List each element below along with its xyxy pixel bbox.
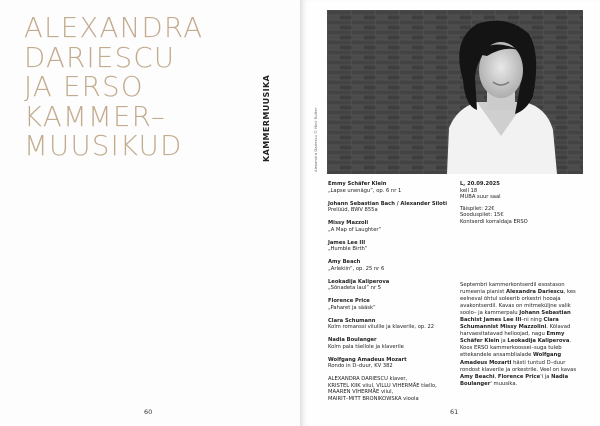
program-item: [328, 279, 453, 292]
work: Prelüüd, BWV 855a: [328, 207, 378, 213]
event-time: kell 18: [460, 187, 478, 194]
work: Rondo in D–duur, KV 382: [328, 363, 393, 369]
description-text: –ni ning: [521, 317, 544, 324]
performer-photo-image: [327, 10, 583, 174]
program-item: [328, 357, 453, 370]
composer: Missy Mazzoli: [328, 220, 369, 226]
event-info: [460, 181, 580, 226]
work: „Arlekiin“, op. 25 nr 6: [328, 265, 385, 272]
composer: Amy Beach: [328, 259, 361, 265]
program-item: [328, 318, 453, 331]
composer: Johann Sebastian Bach / Alexander Siloti: [328, 200, 447, 207]
program-item: [328, 337, 453, 350]
composer: Emmy Schäfer Klein: [328, 181, 387, 187]
description-text: hästi tuntud D–duur rondost klaverile ja orkestrile. Veel on kavas: [460, 359, 577, 373]
program-item: [328, 259, 453, 272]
section-label: KAMMERMUUSIKA: [262, 74, 271, 162]
work: „Humble Birth“: [328, 246, 368, 252]
description-text: ja: [499, 338, 508, 345]
description-emphasis: Nadia Boulanger: [460, 373, 569, 387]
performer-line: MAIRIT–MITT BRONIKOWSKA vioola: [328, 395, 419, 402]
event-venue: MUBA suur saal: [460, 194, 501, 201]
description-emphasis: Amy Beachi: [460, 373, 495, 380]
performer-line: ALEXANDRA DARIESCU klaver,: [328, 376, 408, 382]
program-item: [328, 240, 453, 253]
program-item: [328, 220, 453, 233]
performer-line: MAAREN VIHERMÄE viiul,: [328, 389, 394, 395]
description-text: 'i ja: [540, 373, 552, 380]
program-item: [328, 181, 453, 194]
performer-photo: [327, 10, 583, 174]
description-text: , kes eelneval õhtul soleerib orkestri hooaja avakontserdil. Kavas on mitmeküljne valik soolo– ja kammerpalu: [460, 289, 576, 317]
program-list: [328, 181, 453, 402]
composer: Wolfgang Amadeus Mozart: [328, 356, 407, 363]
description-emphasis: Leokadija Kaliperova: [507, 338, 570, 345]
description-emphasis: Clara Schumannist Missy Mazzolini: [460, 317, 559, 331]
performer-line: KRISTEL KIIK viiul, VILLU VIHERMÄE tšello,: [328, 382, 437, 389]
description-emphasis: Johann Sebastian Bachist James Lee III: [460, 310, 571, 324]
discount-price: Sooduspilet: 15€: [460, 212, 504, 219]
page-number-left: 60: [144, 408, 153, 416]
description-text: . Kõlavad harvaesitatavad helioojad, nagu: [460, 324, 571, 338]
concert-title: [24, 14, 284, 162]
composer: Florence Price: [328, 298, 370, 304]
title-line: ALEXANDRA: [24, 12, 204, 44]
organizer: Kontserdi korraldaja ERSO: [460, 218, 528, 225]
work: „Paharet ja sääsk“: [328, 304, 376, 311]
performers: [328, 376, 453, 402]
description-emphasis: Emmy Schäfer Klein: [460, 331, 565, 345]
description-text: ,: [494, 373, 498, 380]
description-emphasis: Alexandra Dariescu: [506, 289, 564, 296]
description-text: Septembri kammerkontserdil esostas: [460, 282, 559, 288]
ticket-price: Täispilet: 22€: [460, 205, 495, 212]
title-line: KAMMER–: [24, 100, 167, 133]
work: Kolm romanssi viiulile ja klaverile, op. 22: [328, 324, 435, 330]
composer: Clara Schumann: [328, 317, 376, 324]
page-number-right: 61: [450, 408, 459, 416]
work: „Sõnadeta laul“ nr 5: [328, 285, 382, 291]
composer: James Lee III: [328, 239, 366, 246]
description-emphasis: Florence Price: [497, 373, 541, 380]
description-emphasis: Wolfgang Amadeus Mozarti: [460, 352, 562, 366]
description-text: ' muusika.: [490, 380, 518, 387]
description-text: . Koos ERSO kammerkoossei–suga tuleb ettekandele ansamblialade: [460, 338, 572, 359]
composer: Leokadija Kaliperova: [328, 278, 390, 285]
program-item: [328, 298, 453, 311]
program-item: [328, 201, 453, 214]
work: Kolm pala tšellole ja klaverile: [328, 343, 404, 350]
work: „A Map of Laughter“: [328, 226, 382, 233]
description-text: on rumeenia pianist: [460, 282, 565, 296]
title-line: JA ERSO: [24, 71, 144, 103]
title-line: DARIESCU: [24, 41, 176, 74]
photo-credit: Alexandra Dariescu © Nick Rutter: [313, 107, 318, 172]
work: „Lapse unenägu“, op. 6 nr 1: [328, 187, 402, 194]
title-line: MUUSIKUD: [24, 130, 183, 162]
concert-description: [460, 282, 584, 388]
event-date: L, 20.09.2025: [460, 181, 500, 187]
composer: Nadia Boulanger: [328, 337, 377, 343]
